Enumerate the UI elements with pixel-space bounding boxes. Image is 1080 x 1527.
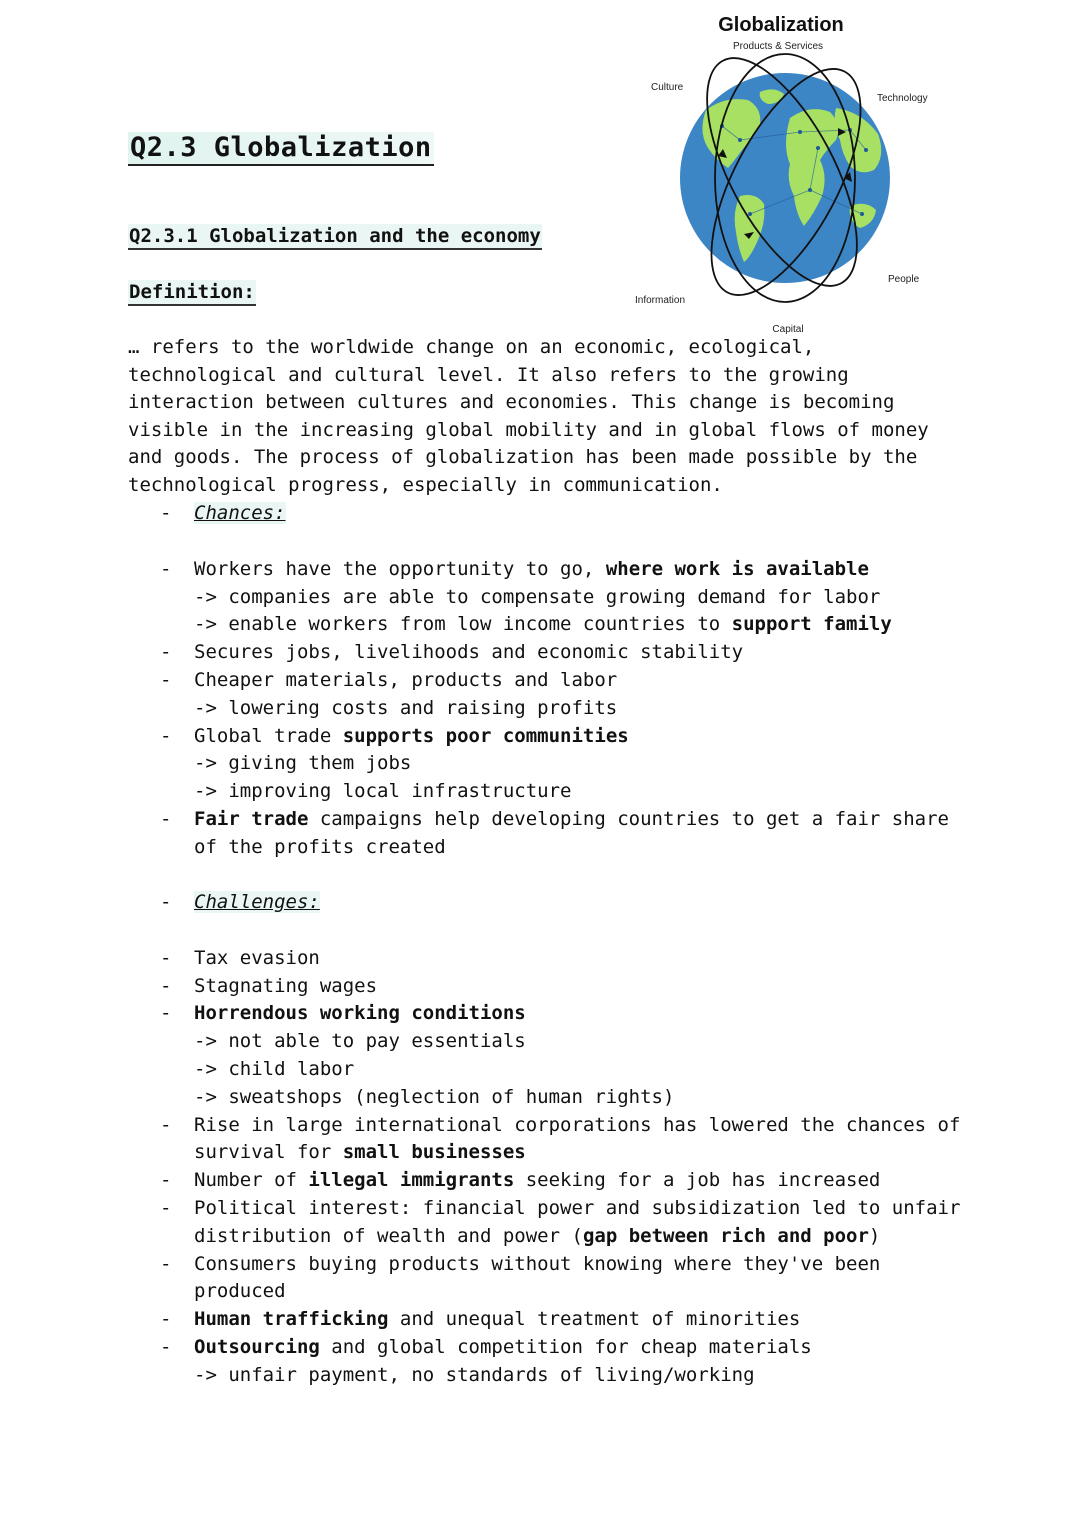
list-item [160, 1306, 980, 1334]
diagram-label-technology: Technology [877, 93, 928, 104]
diagram-label-culture: Culture [651, 82, 684, 93]
diagram-label-people: People [888, 274, 920, 285]
bold-segment: small businesses [342, 1141, 526, 1164]
list-item [160, 1084, 980, 1112]
list-item [160, 973, 980, 1001]
list-item [160, 695, 980, 723]
bold-segment: support family [731, 613, 892, 636]
text-segment: Secures jobs, livelihoods and economic stability [194, 641, 744, 664]
list-item [160, 1251, 980, 1307]
text-segment: Global trade [194, 724, 343, 747]
list-item [160, 1000, 980, 1028]
text-segment: -> unfair payment, no standards of living/working [194, 1363, 755, 1386]
text-segment: Rise in large international corporations has lowered the chances of survival for [194, 1113, 961, 1164]
text-segment: -> not able to pay essentials [194, 1030, 526, 1053]
text-segment: and global competition for cheap materials [319, 1335, 812, 1358]
list-item [160, 1028, 980, 1056]
list-item [160, 723, 980, 751]
challenges-heading [160, 889, 980, 917]
bold-segment: Horrendous working conditions [194, 1002, 526, 1025]
list-item [160, 667, 980, 695]
definition-text: … refers to the worldwide change on an economic, ecological, technological and cultural level. It also refers to the growing interaction between cultures and economies. This change is becoming visible in the increasing global mobility and in global flows of money and goods. The process of globalization has been made possible by the technological progress, especially in communication. [128, 336, 929, 496]
diagram-title: Globalization [718, 14, 844, 36]
list-item [160, 750, 980, 778]
text-segment: ) [868, 1224, 881, 1247]
bold-segment: where work is available [605, 557, 869, 580]
diagram-label-capital: Capital [772, 324, 804, 335]
bold-segment: Fair trade [194, 807, 309, 830]
text-segment: Consumers buying products without knowing where they've been produced [194, 1252, 881, 1303]
text-segment: -> companies are able to compensate growing demand for labor [194, 585, 881, 608]
text-segment: Tax evasion [194, 946, 320, 969]
challenges-list [160, 889, 980, 1390]
list-item [160, 639, 980, 667]
diagram-subtitle: Products & Services [732, 41, 824, 52]
text-segment: -> giving them jobs [194, 752, 412, 775]
text-segment: Political interest: financial power and subsidization led to unfair distribution of wealth and power ( [194, 1196, 961, 1247]
text-segment: and unequal treatment of minorities [388, 1308, 801, 1331]
text-segment: -> enable workers from low income countries to [194, 613, 732, 636]
bold-segment: Outsourcing [194, 1335, 320, 1358]
section-heading: Q2.3.1 Globalization and the economy [128, 224, 542, 250]
chances-heading [160, 500, 980, 528]
list-item [160, 611, 980, 639]
text-segment: Stagnating wages [194, 974, 378, 997]
list-item [160, 945, 980, 973]
text-segment: Number of [194, 1169, 309, 1192]
list-item [160, 1056, 980, 1084]
bold-segment: Human trafficking [194, 1308, 389, 1331]
list-item [160, 584, 980, 612]
text-segment: Workers have the opportunity to go, [194, 557, 606, 580]
list-item [160, 1334, 980, 1362]
list-item [160, 556, 980, 584]
text-segment: -> sweatshops (neglection of human rights) [194, 1085, 675, 1108]
diagram-label-information: Information [635, 295, 686, 306]
chances-title: Chances: [194, 502, 286, 524]
list-item [160, 806, 980, 862]
chances-list [160, 500, 980, 862]
bold-segment: supports poor communities [342, 724, 629, 747]
globalization-diagram [620, 0, 960, 340]
text-segment: -> child labor [194, 1057, 355, 1080]
list-item [160, 1167, 980, 1195]
list-item [160, 1362, 980, 1390]
text-segment: Cheaper materials, products and labor [194, 668, 618, 691]
text-segment: seeking for a job has increased [514, 1169, 881, 1192]
list-item [160, 778, 980, 806]
bold-segment: gap between rich and poor [582, 1224, 869, 1247]
list-item [160, 1195, 980, 1251]
definition-heading: Definition: [128, 280, 256, 306]
main-heading: Q2.3 Globalization [128, 132, 434, 166]
list-item [160, 1112, 980, 1168]
text-segment: campaigns help developing countries to get a fair share of the profits created [194, 807, 949, 858]
text-segment: -> lowering costs and raising profits [194, 696, 618, 719]
text-segment: -> improving local infrastructure [194, 780, 572, 803]
bold-segment: illegal immigrants [308, 1169, 515, 1192]
challenges-title: Challenges: [194, 891, 320, 913]
